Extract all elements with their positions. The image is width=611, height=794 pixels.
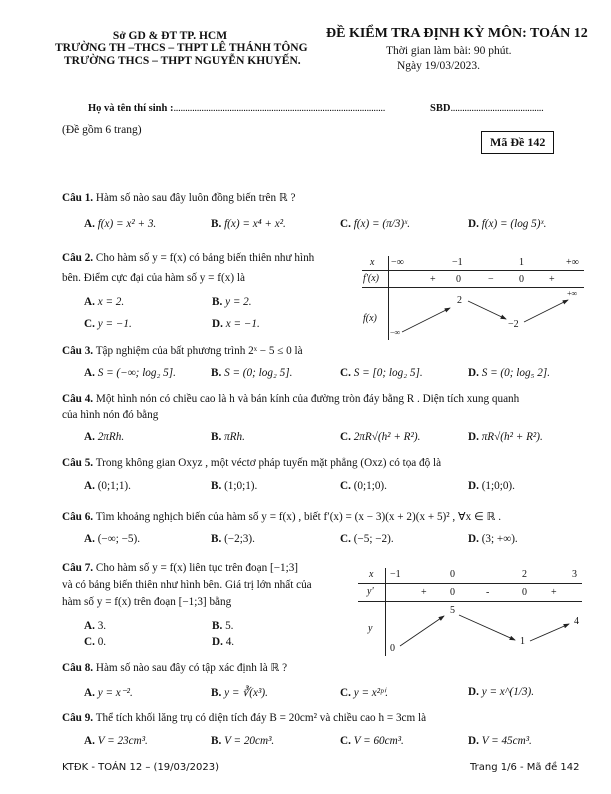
table-f-value: +∞ bbox=[567, 289, 578, 298]
table-x-value: 1 bbox=[519, 257, 524, 268]
option-letter: C. bbox=[340, 687, 351, 699]
question-6 bbox=[62, 510, 501, 523]
table-f-value: 4 bbox=[574, 616, 579, 627]
q1-option-d[interactable] bbox=[468, 218, 546, 230]
q1-option-a[interactable] bbox=[84, 218, 156, 230]
table-x-value: −1 bbox=[452, 257, 463, 268]
q3-option-c[interactable] bbox=[340, 367, 423, 379]
question-label: Câu 2. bbox=[62, 252, 94, 264]
option-letter: C. bbox=[84, 318, 95, 330]
question-label: Câu 7. bbox=[62, 562, 94, 574]
table-x-value: +∞ bbox=[566, 257, 579, 268]
option-letter: B. bbox=[211, 480, 222, 492]
question-5 bbox=[62, 457, 441, 469]
option-value: 2πRh. bbox=[97, 431, 125, 443]
q6-option-a[interactable] bbox=[84, 533, 140, 545]
question-label: Câu 1. bbox=[62, 192, 94, 204]
table-derivative-label: f'(x) bbox=[363, 273, 380, 284]
table-sign: + bbox=[421, 587, 427, 598]
option-value: f(x) = (π/3)ˣ. bbox=[353, 218, 411, 230]
table-x-value: 2 bbox=[522, 569, 527, 580]
option-letter: A. bbox=[84, 296, 95, 308]
option-letter: B. bbox=[211, 533, 222, 545]
option-value: 4. bbox=[225, 636, 235, 648]
option-letter: A. bbox=[84, 431, 95, 443]
school-name-1: TRƯỜNG TH –THCS – THPT LÊ THÁNH TÔNG bbox=[55, 42, 308, 54]
option-value: (0;1;1). bbox=[97, 480, 131, 492]
student-name-label: Họ và tên thí sinh : bbox=[88, 103, 174, 114]
q5-option-d[interactable] bbox=[468, 480, 515, 492]
table-f-value: 2 bbox=[457, 295, 462, 306]
option-letter: C. bbox=[340, 735, 351, 747]
sbd-label: SBD bbox=[430, 103, 451, 114]
option-value: 5. bbox=[225, 620, 234, 632]
arrow-up bbox=[524, 300, 568, 322]
q9-option-c[interactable] bbox=[340, 735, 404, 747]
option-value: x = −1. bbox=[225, 318, 260, 330]
option-value: 0. bbox=[97, 636, 107, 648]
q8-option-b[interactable] bbox=[211, 686, 268, 699]
q1-option-c[interactable] bbox=[340, 218, 410, 230]
option-value: (1;0;1). bbox=[224, 480, 258, 492]
q3-option-d[interactable] bbox=[468, 367, 550, 379]
option-letter: C. bbox=[340, 367, 351, 379]
footer-page-number: Trang 1/6 - Mã đề 142 bbox=[470, 762, 580, 773]
question-text: Trong không gian Oxyz , một véctơ pháp tuyến mặt phẳng (Oxz) có tọa độ là bbox=[95, 457, 442, 469]
q2-option-b[interactable] bbox=[212, 296, 252, 308]
option-letter: A. bbox=[84, 533, 95, 545]
option-value: y = 2. bbox=[225, 296, 252, 308]
table-function-label: y bbox=[368, 623, 373, 634]
option-letter: B. bbox=[211, 367, 222, 379]
table-sign: + bbox=[551, 587, 557, 598]
question-text: Một hình nón có chiều cao là h và bán kính của đường tròn đáy bằng R . Diện tích xung quanh bbox=[95, 393, 520, 405]
department-name: Sở GD & ĐT TP. HCM bbox=[112, 30, 228, 42]
table-sign: - bbox=[486, 587, 490, 598]
pages-note: (Đề gồm 6 trang) bbox=[62, 124, 142, 136]
arrow-up bbox=[400, 616, 444, 646]
q5-option-a[interactable] bbox=[84, 480, 131, 492]
option-letter: D. bbox=[468, 686, 479, 698]
option-value: y = x^(1/3). bbox=[481, 686, 535, 698]
exam-code-box: Mã Đề 142 bbox=[481, 131, 554, 154]
question-7-line-2: và có bảng biến thiên như hình bên. Giá trị lớn nhất của bbox=[62, 579, 312, 591]
question-7-line-3: hàm số y = f(x) trên đoạn [−1;3] bằng bbox=[62, 596, 232, 608]
question-label: Câu 3. bbox=[62, 345, 94, 357]
question-text: Hàm số nào sau đây có tập xác định là ℝ ? bbox=[95, 662, 288, 674]
option-value: 2πR√(h² + R²). bbox=[353, 431, 421, 443]
table-sign: 0 bbox=[522, 587, 527, 598]
student-name-dots: ........................................................................................... bbox=[173, 103, 386, 114]
option-letter: D. bbox=[212, 636, 223, 648]
option-letter: A. bbox=[84, 735, 95, 747]
table-x-value: −∞ bbox=[391, 257, 404, 268]
option-letter: B. bbox=[211, 735, 222, 747]
table-sign: 0 bbox=[456, 274, 461, 285]
exam-date: Ngày 19/03/2023. bbox=[397, 60, 481, 72]
question-label: Câu 9. bbox=[62, 712, 94, 724]
table-function-label: f(x) bbox=[363, 313, 377, 324]
arrow-down bbox=[468, 301, 506, 319]
table-derivative-label: y' bbox=[367, 586, 374, 597]
table-f-value: 0 bbox=[390, 643, 395, 654]
option-letter: A. bbox=[84, 367, 95, 379]
option-letter: C. bbox=[340, 218, 351, 230]
table-f-value: −∞ bbox=[390, 328, 401, 337]
option-value: S = (0; log₂ 5]. bbox=[224, 367, 293, 379]
table-f-value: −2 bbox=[508, 319, 519, 330]
option-letter: B. bbox=[212, 296, 223, 308]
sbd-dots: ........................................ bbox=[450, 103, 544, 114]
option-letter: A. bbox=[84, 480, 95, 492]
q3-option-b[interactable] bbox=[211, 367, 292, 379]
table-arrows bbox=[362, 256, 584, 340]
table-sign: + bbox=[549, 274, 555, 285]
q2-option-c[interactable] bbox=[84, 318, 132, 330]
question-4-line-2: của hình nón đó bằng bbox=[62, 409, 159, 421]
q9-option-b[interactable] bbox=[211, 735, 274, 747]
option-letter: B. bbox=[212, 620, 223, 632]
q1-option-b[interactable] bbox=[211, 218, 286, 230]
q4-option-d[interactable] bbox=[468, 431, 543, 443]
option-value: x = 2. bbox=[97, 296, 125, 308]
table-sign: − bbox=[488, 274, 494, 285]
question-text: Tìm khoảng nghịch biến của hàm số y = f(x) , biết f′(x) = (x − 3)(x + 2)(x + 5)² , ∀x ∈ ℝ . bbox=[95, 511, 502, 523]
table-arrows bbox=[358, 568, 582, 656]
footer-left: KTĐK - TOÁN 12 – (19/03/2023) bbox=[62, 762, 219, 773]
question-7 bbox=[62, 562, 298, 574]
option-letter: C. bbox=[340, 533, 351, 545]
q7-option-a[interactable] bbox=[84, 620, 106, 632]
question-label: Câu 4. bbox=[62, 393, 94, 405]
table-sign: + bbox=[430, 274, 436, 285]
question-label: Câu 8. bbox=[62, 662, 94, 674]
table-x-label: x bbox=[370, 257, 375, 268]
option-value: V = 60cm³. bbox=[353, 735, 404, 747]
table-x-value: 0 bbox=[450, 569, 455, 580]
q5-option-c[interactable] bbox=[340, 480, 387, 492]
question-4 bbox=[62, 393, 519, 405]
table-x-value: 3 bbox=[572, 569, 577, 580]
student-name-field[interactable] bbox=[88, 103, 385, 114]
option-value: (0;1;0). bbox=[353, 480, 387, 492]
option-letter: B. bbox=[211, 687, 222, 699]
option-value: f(x) = x⁴ + x². bbox=[224, 218, 286, 230]
option-value: f(x) = x² + 3. bbox=[97, 218, 157, 230]
question-text: Cho hàm số y = f(x) có bảng biến thiên như hình bbox=[95, 252, 315, 264]
exam-duration: Thời gian làm bài: 90 phút. bbox=[386, 45, 512, 57]
q2-option-a[interactable] bbox=[84, 296, 124, 308]
option-value: y = x⁻². bbox=[97, 687, 133, 699]
q4-option-a[interactable] bbox=[84, 431, 124, 443]
option-letter: C. bbox=[340, 480, 351, 492]
arrow-up bbox=[530, 624, 569, 641]
question-2-line-2: bên. Điểm cực đại của hàm số y = f(x) là bbox=[62, 272, 245, 284]
q6-option-d[interactable] bbox=[468, 533, 518, 545]
question-9 bbox=[62, 712, 426, 724]
option-letter: B. bbox=[211, 218, 222, 230]
q2-option-d[interactable] bbox=[212, 318, 260, 330]
option-letter: D. bbox=[468, 533, 479, 545]
table-f-value: 1 bbox=[520, 636, 525, 647]
question-8 bbox=[62, 661, 287, 674]
arrow-up bbox=[402, 308, 450, 332]
sbd-field[interactable] bbox=[430, 103, 543, 114]
option-value: V = 45cm³. bbox=[481, 735, 532, 747]
option-value: y = −1. bbox=[97, 318, 132, 330]
q7-variation-table bbox=[358, 568, 582, 656]
option-letter: A. bbox=[84, 687, 95, 699]
option-value: (3; +∞). bbox=[481, 533, 518, 545]
option-value: y = x²ᵖⁱ. bbox=[353, 687, 389, 699]
q9-option-a[interactable] bbox=[84, 735, 148, 747]
school-name-2: TRƯỜNG THCS – THPT NGUYỄN KHUYẾN. bbox=[64, 55, 301, 67]
table-f-value: 5 bbox=[450, 605, 455, 616]
option-value: (−5; −2). bbox=[353, 533, 394, 545]
option-value: V = 23cm³. bbox=[97, 735, 148, 747]
option-letter: D. bbox=[212, 318, 223, 330]
exam-title: ĐỀ KIỂM TRA ĐỊNH KỲ MÔN: TOÁN 12 bbox=[326, 26, 588, 41]
question-text: Tập nghiệm của bất phương trình 2ˣ − 5 ≤ 0 là bbox=[95, 345, 303, 357]
option-value: (−∞; −5). bbox=[97, 533, 141, 545]
option-value: (−2;3). bbox=[224, 533, 255, 545]
q7-option-b[interactable] bbox=[212, 620, 233, 632]
option-letter: A. bbox=[84, 218, 95, 230]
option-letter: D. bbox=[468, 367, 479, 379]
q4-option-b[interactable] bbox=[211, 431, 245, 443]
option-value: 3. bbox=[97, 620, 107, 632]
question-text: Cho hàm số y = f(x) liên tục trên đoạn [−1;3] bbox=[95, 562, 299, 574]
option-letter: A. bbox=[84, 620, 95, 632]
q3-option-a[interactable] bbox=[84, 367, 176, 379]
option-letter: C. bbox=[340, 431, 351, 443]
option-value: V = 20cm³. bbox=[224, 735, 275, 747]
q8-option-c[interactable] bbox=[340, 686, 388, 699]
question-3 bbox=[62, 345, 303, 357]
q7-option-c[interactable] bbox=[84, 636, 106, 648]
question-text: Thể tích khối lăng trụ có diện tích đáy B = 20cm² và chiều cao h = 3cm là bbox=[95, 712, 427, 724]
q6-option-c[interactable] bbox=[340, 533, 394, 545]
option-letter: B. bbox=[211, 431, 222, 443]
option-value: y = ∛(x³). bbox=[224, 687, 268, 699]
q8-option-d[interactable] bbox=[468, 686, 534, 698]
option-letter: D. bbox=[468, 218, 479, 230]
question-2 bbox=[62, 252, 314, 264]
question-text: Hàm số nào sau đây luôn đồng biến trên ℝ ? bbox=[95, 192, 296, 204]
option-value: S = (0; log₅ 2]. bbox=[481, 367, 550, 379]
table-sign: 0 bbox=[519, 274, 524, 285]
option-value: f(x) = (log 5)ˣ. bbox=[481, 218, 547, 230]
option-value: (1;0;0). bbox=[481, 480, 515, 492]
q9-option-d[interactable] bbox=[468, 735, 532, 747]
table-x-label: x bbox=[369, 569, 374, 580]
q4-option-c[interactable] bbox=[340, 431, 420, 443]
q8-option-a[interactable] bbox=[84, 686, 133, 699]
q2-variation-table bbox=[362, 256, 584, 340]
option-letter: D. bbox=[468, 431, 479, 443]
q7-option-d[interactable] bbox=[212, 636, 234, 648]
option-value: πR√(h² + R²). bbox=[481, 431, 543, 443]
option-value: S = (−∞; log₂ 5]. bbox=[97, 367, 176, 379]
table-sign: 0 bbox=[450, 587, 455, 598]
option-letter: D. bbox=[468, 480, 479, 492]
option-letter: D. bbox=[468, 735, 479, 747]
option-letter: C. bbox=[84, 636, 95, 648]
q6-option-b[interactable] bbox=[211, 533, 255, 545]
q5-option-b[interactable] bbox=[211, 480, 257, 492]
option-value: S = [0; log₂ 5]. bbox=[353, 367, 423, 379]
question-label: Câu 6. bbox=[62, 511, 94, 523]
question-1 bbox=[62, 191, 296, 204]
question-label: Câu 5. bbox=[62, 457, 94, 469]
option-value: πRh. bbox=[224, 431, 245, 443]
table-x-value: −1 bbox=[390, 569, 401, 580]
arrow-down bbox=[459, 615, 515, 640]
